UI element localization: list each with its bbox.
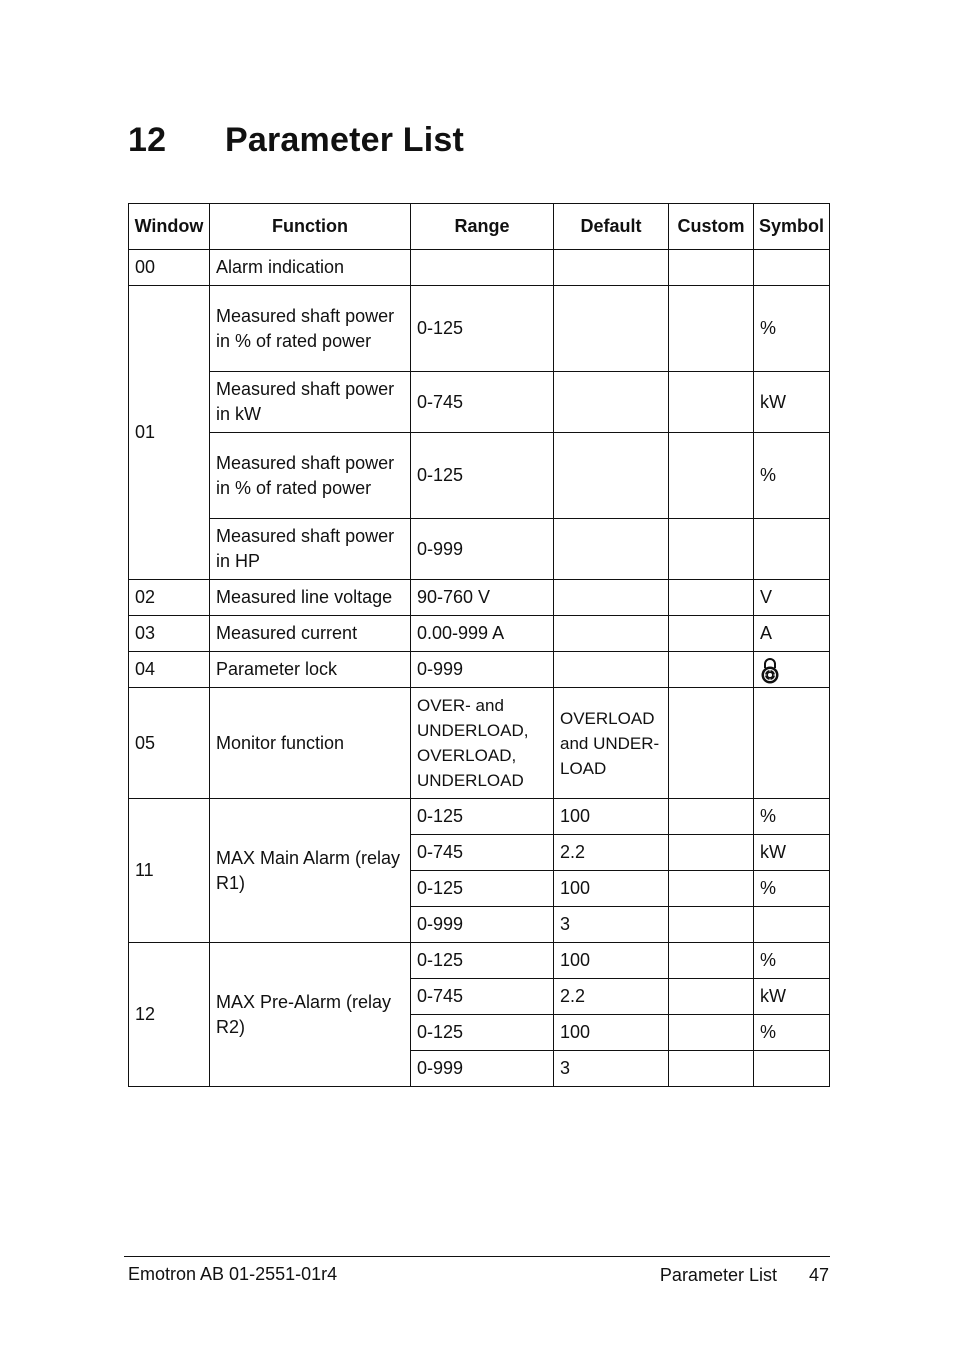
range-cell: 0-125 <box>411 943 554 979</box>
custom-cell <box>669 907 754 943</box>
symbol-cell: A <box>754 616 830 652</box>
default-cell: 100 <box>554 1015 669 1051</box>
range-cell: 0-999 <box>411 1051 554 1087</box>
range-cell: 0-125 <box>411 286 554 372</box>
default-cell: 100 <box>554 871 669 907</box>
range-cell: 0-125 <box>411 871 554 907</box>
window-cell: 03 <box>129 616 210 652</box>
symbol-cell: % <box>754 433 830 519</box>
symbol-cell <box>754 907 830 943</box>
table-row <box>129 433 830 519</box>
function-cell: Measured shaft power in % of rated power <box>210 286 411 372</box>
range-cell: 0-745 <box>411 835 554 871</box>
table-row <box>129 943 830 979</box>
custom-cell <box>669 580 754 616</box>
window-cell: 05 <box>129 688 210 799</box>
footer-section-title: Parameter List <box>659 1265 777 1285</box>
default-cell <box>554 580 669 616</box>
range-cell: 0-125 <box>411 433 554 519</box>
function-cell: Monitor function <box>210 688 411 799</box>
default-cell <box>554 519 669 580</box>
range-cell: 0-745 <box>411 372 554 433</box>
footer-divider <box>124 1256 830 1257</box>
parameter-table <box>128 203 830 1087</box>
symbol-cell: % <box>754 1015 830 1051</box>
symbol-cell <box>754 1051 830 1087</box>
header-symbol: Symbol <box>754 204 830 250</box>
table-row <box>129 652 830 688</box>
function-cell: Measured current <box>210 616 411 652</box>
default-cell <box>554 652 669 688</box>
chapter-heading <box>128 116 464 164</box>
default-cell: 100 <box>554 943 669 979</box>
window-cell: 00 <box>129 250 210 286</box>
symbol-cell: % <box>754 943 830 979</box>
table-row <box>129 580 830 616</box>
default-cell: 100 <box>554 799 669 835</box>
function-cell: MAX Main Alarm (relay R1) <box>210 799 411 943</box>
default-cell: 3 <box>554 1051 669 1087</box>
footer-document-id: Emotron AB 01-2551-01r4 <box>128 1264 338 1284</box>
table-row <box>129 286 830 372</box>
table-row <box>129 688 830 799</box>
function-cell: Alarm indication <box>210 250 411 286</box>
table-row <box>129 250 830 286</box>
function-cell: Measured shaft power in % of rated power <box>210 433 411 519</box>
header-default: Default <box>554 204 669 250</box>
table-row <box>129 616 830 652</box>
table-row <box>129 519 830 580</box>
custom-cell <box>669 688 754 799</box>
custom-cell <box>669 835 754 871</box>
default-cell: OVERLOAD and UNDER-LOAD <box>554 688 669 799</box>
custom-cell <box>669 616 754 652</box>
default-cell <box>554 372 669 433</box>
table-header-row <box>129 204 830 250</box>
default-cell <box>554 250 669 286</box>
default-cell <box>554 433 669 519</box>
range-cell: OVER- and UNDERLOAD, OVERLOAD, UNDERLOAD <box>411 688 554 799</box>
range-cell: 0-999 <box>411 652 554 688</box>
range-cell: 0-999 <box>411 907 554 943</box>
function-cell: Parameter lock <box>210 652 411 688</box>
symbol-cell <box>754 652 830 688</box>
custom-cell <box>669 372 754 433</box>
range-cell <box>411 250 554 286</box>
chapter-number: 12 <box>128 121 167 159</box>
custom-cell <box>669 1051 754 1087</box>
table-row <box>129 372 830 433</box>
symbol-cell: kW <box>754 372 830 433</box>
window-cell: 11 <box>129 799 210 943</box>
function-cell: Measured shaft power in kW <box>210 372 411 433</box>
custom-cell <box>669 871 754 907</box>
range-cell: 90-760 V <box>411 580 554 616</box>
default-cell <box>554 286 669 372</box>
window-cell: 12 <box>129 943 210 1087</box>
symbol-cell <box>754 688 830 799</box>
range-cell: 0.00-999 A <box>411 616 554 652</box>
range-cell: 0-745 <box>411 979 554 1015</box>
range-cell: 0-125 <box>411 1015 554 1051</box>
default-cell <box>554 616 669 652</box>
range-cell: 0-125 <box>411 799 554 835</box>
default-cell: 2.2 <box>554 979 669 1015</box>
table-row <box>129 799 830 835</box>
custom-cell <box>669 1015 754 1051</box>
window-cell: 04 <box>129 652 210 688</box>
window-cell: 02 <box>129 580 210 616</box>
default-cell: 3 <box>554 907 669 943</box>
range-cell: 0-999 <box>411 519 554 580</box>
symbol-cell: % <box>754 286 830 372</box>
symbol-cell <box>754 519 830 580</box>
header-window: Window <box>129 204 210 250</box>
symbol-cell: kW <box>754 979 830 1015</box>
symbol-cell: kW <box>754 835 830 871</box>
header-function: Function <box>210 204 411 250</box>
custom-cell <box>669 799 754 835</box>
symbol-cell: % <box>754 871 830 907</box>
custom-cell <box>669 943 754 979</box>
default-cell: 2.2 <box>554 835 669 871</box>
chapter-title: Parameter List <box>225 121 465 159</box>
function-cell: MAX Pre-Alarm (relay R2) <box>210 943 411 1087</box>
symbol-cell: V <box>754 580 830 616</box>
header-range: Range <box>411 204 554 250</box>
symbol-cell: % <box>754 799 830 835</box>
custom-cell <box>669 250 754 286</box>
symbol-cell <box>754 250 830 286</box>
footer-section <box>660 1263 829 1287</box>
custom-cell <box>669 433 754 519</box>
window-cell: 01 <box>129 286 210 580</box>
function-cell: Measured shaft power in HP <box>210 519 411 580</box>
custom-cell <box>669 286 754 372</box>
custom-cell <box>669 519 754 580</box>
custom-cell <box>669 979 754 1015</box>
custom-cell <box>669 652 754 688</box>
function-cell: Measured line voltage <box>210 580 411 616</box>
padlock-icon <box>760 656 780 684</box>
header-custom: Custom <box>669 204 754 250</box>
page-number: 47 <box>808 1265 829 1285</box>
